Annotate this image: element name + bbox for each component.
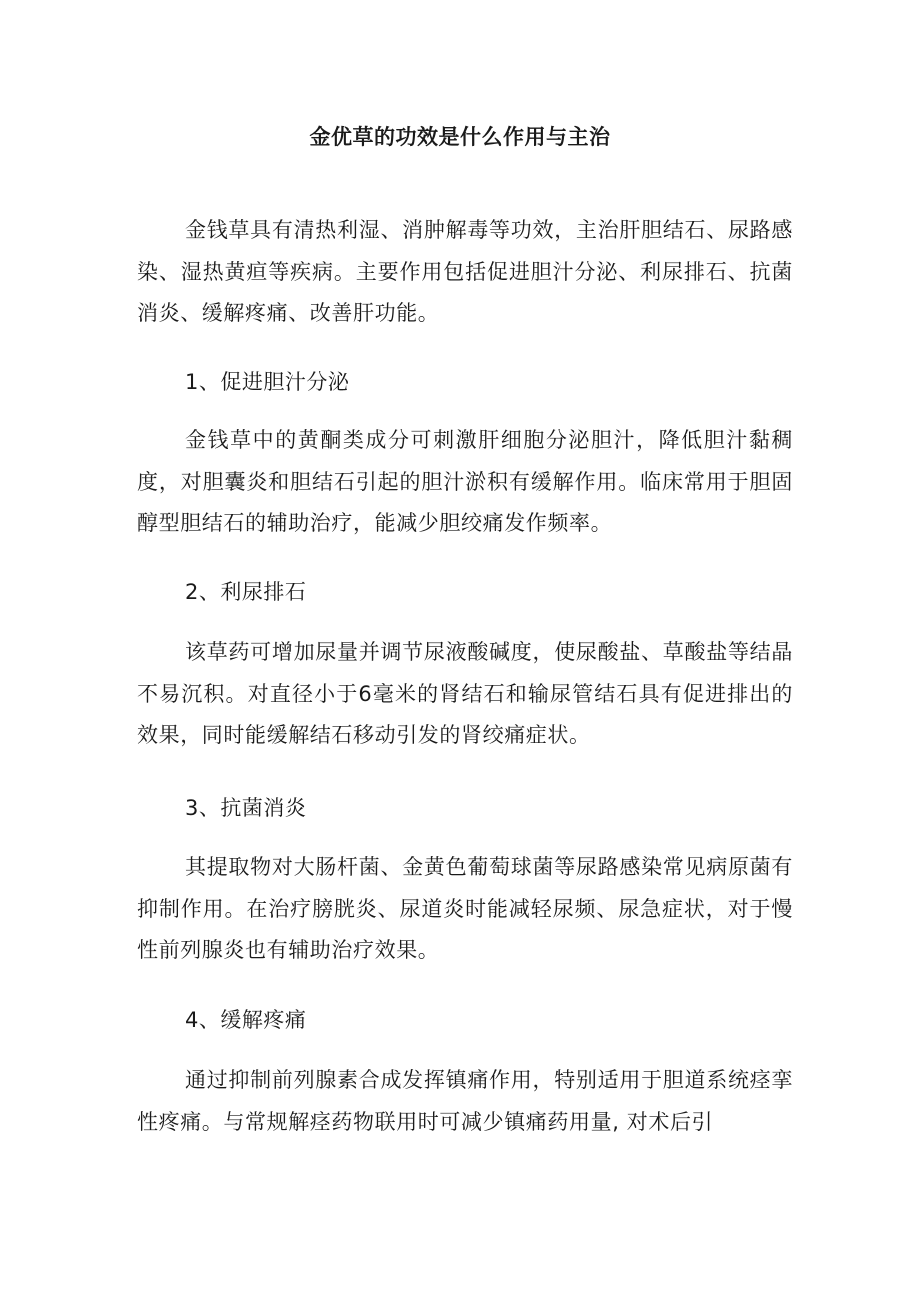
section-body-3: 其提取物对大肠杆菌、金黄色葡萄球菌等尿路感染常见病原菌有抑制作用。在治疗膀胱炎、尿道炎时能减轻尿频、尿急症状，对于慢性前列腺炎也有辅助治疗效果。 — [137, 855, 793, 962]
section-body-1: 金钱草中的黄酮类成分可刺激肝细胞分泌胆汁，降低胆汁黏稠度，对胆囊炎和胆结石引起的胆汁淤积有缓解作用。临床常用于胆固醇型胆结石的辅助治疗，能减少胆绞痛发作频率。 — [137, 428, 793, 535]
section-heading-3: 3、抗菌消炎 — [185, 796, 307, 820]
section-heading-2: 2、利尿排石 — [185, 580, 307, 604]
document-title: 金优草的功效是什么作用与主治 — [309, 125, 611, 149]
section-heading-4: 4、缓解疼痛 — [185, 1008, 307, 1032]
section-body-4: 通过抑制前列腺素合成发挥镇痛作用，特别适用于胆道系统痉挛性疼痛。与常规解痉药物联用时可减少镇痛药用量, 对术后引 — [137, 1068, 793, 1134]
intro-paragraph: 金钱草具有清热利湿、消肿解毒等功效，主治肝胆结石、尿路感染、湿热黄疸等疾病。主要作用包括促进胆汁分泌、利尿排石、抗菌消炎、缓解疼痛、改善肝功能。 — [137, 218, 793, 325]
section-body-2: 该草药可增加尿量并调节尿液酸碱度，使尿酸盐、草酸盐等结晶不易沉积。对直径小于6毫米的肾结石和输尿管结石具有促进排出的效果，同时能缓解结石移动引发的肾绞痛症状。 — [137, 640, 793, 747]
section-heading-1: 1、促进胆汁分泌 — [185, 370, 350, 394]
